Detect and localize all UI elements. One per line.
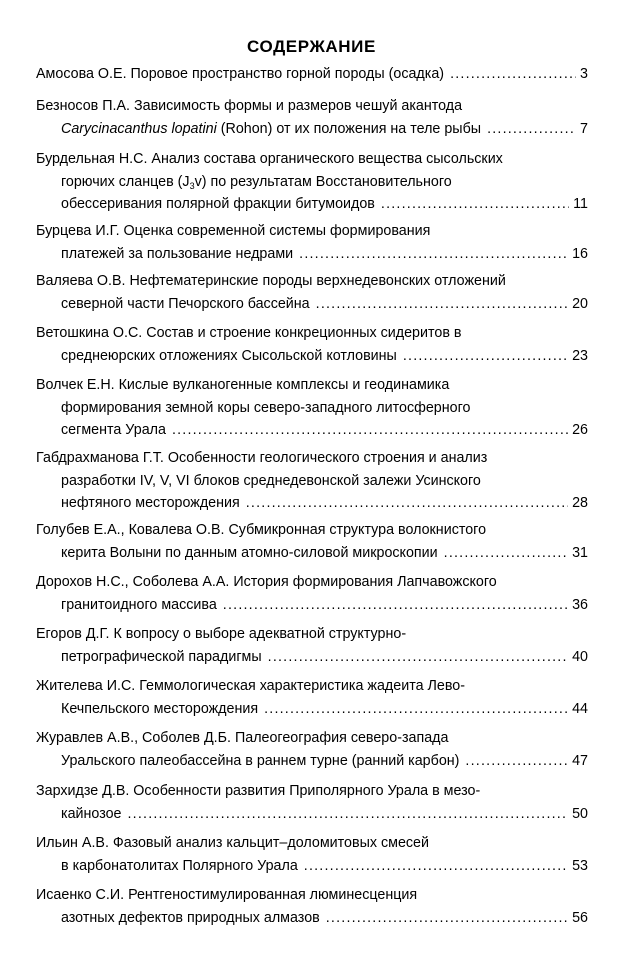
dot-leader [264, 698, 568, 721]
page-number: 31 [572, 544, 588, 561]
toc-entry[interactable] [36, 519, 588, 564]
entry-title-cont: обессеривания полярной фракции битумоидов [61, 196, 375, 212]
toc-line [36, 907, 588, 930]
toc-line [36, 698, 588, 721]
toc-entry[interactable] [36, 447, 588, 515]
entry-title-cont: среднеюрских отложениях Сысольской котловины [61, 347, 397, 364]
entry-title: Габдрахманова Г.Т. Особенности геологического строения и анализ [36, 450, 488, 466]
entry-title-cont: керита Волыни по данным атомно-силовой микроскопии [61, 544, 438, 561]
page-number: 16 [572, 245, 588, 262]
entry-title: Зархидзе Д.В. Особенности развития Приполярного Урала в мезо- [36, 783, 481, 799]
entry-title: Амосова О.Е. Поровое пространство горной породы (осадка) [36, 66, 445, 82]
toc-line [36, 646, 588, 669]
toc-line [36, 193, 588, 216]
dot-leader [299, 243, 568, 266]
entry-title: Голубев Е.А., Ковалева О.В. Субмикронная структура волокнистого [36, 522, 487, 538]
toc-entry[interactable] [36, 322, 588, 367]
toc-line [36, 855, 588, 878]
page-number: 20 [572, 295, 588, 312]
dot-leader [128, 803, 569, 826]
entry-title: Бурцева И.Г. Оценка современной системы формирования [36, 223, 431, 239]
page-number: 40 [572, 648, 588, 665]
entry-title-cont: кайнозое [61, 805, 122, 822]
entry-title: Ильин А.В. Фазовый анализ кальцит–доломитовых смесей [36, 835, 429, 851]
entry-title: Ветошкина О.С. Состав и строение конкреционных сидеритов в [36, 325, 462, 341]
entry-title-cont: сегмента Урала [61, 422, 166, 438]
entry-title-cont: гранитоидного массива [61, 596, 217, 613]
entry-title: Бурдельная Н.С. Анализ состава органического вещества сысольских [36, 151, 503, 167]
entry-title: Жителева И.С. Геммологическая характеристика жадеита Лево- [36, 678, 465, 694]
toc-line [36, 492, 588, 515]
toc-entry[interactable] [36, 63, 588, 86]
entry-title-cont: платежей за пользование недрами [61, 245, 294, 262]
entry-title-cont: нефтяного месторождения [61, 495, 240, 511]
toc-entry[interactable] [36, 270, 588, 315]
entry-title-cont: разработки IV, V, VI блоков среднедевонской залежи Усинского [61, 472, 481, 489]
entry-title-cont: формирования земной коры северо-западного литосферного [61, 399, 471, 416]
entry-title-cont [61, 118, 481, 141]
toc-entry[interactable] [36, 727, 588, 772]
toc-entry[interactable] [36, 884, 588, 929]
page-number: 23 [572, 347, 588, 364]
page-number: 50 [572, 805, 588, 822]
toc-entry[interactable] [36, 571, 588, 616]
entry-title-cont: азотных дефектов природных алмазов [61, 909, 320, 926]
toc-entry[interactable] [36, 675, 588, 720]
dot-leader [381, 193, 569, 216]
toc-line [36, 118, 588, 141]
entry-text: горючих сланцев (J [61, 173, 190, 190]
entry-title-cont: Кечпельского месторождения [61, 700, 259, 717]
entry-title: Безносов П.А. Зависимость формы и размеров чешуй акантода [36, 98, 463, 114]
dot-leader [450, 63, 576, 86]
entry-title: Дорохов Н.С., Соболева А.А. История формирования Лапчавожского [36, 574, 497, 590]
entry-title: Исаенко С.И. Рентгеностимулированная люминесценция [36, 887, 418, 903]
toc-line [36, 750, 588, 773]
page-number: 7 [580, 120, 588, 137]
dot-leader [326, 907, 568, 930]
toc-entry[interactable] [36, 148, 588, 216]
dot-leader [172, 419, 568, 442]
entry-title-cont: северной части Печорского бассейна [61, 295, 310, 312]
toc-entry[interactable] [36, 623, 588, 668]
toc-line [36, 243, 588, 266]
entry-title-cont: в карбонатолитах Полярного Урала [61, 857, 298, 874]
page-number: 26 [572, 422, 588, 438]
toc-entry[interactable] [36, 832, 588, 877]
page-number: 28 [572, 495, 588, 511]
toc-line [36, 594, 588, 617]
page-number: 47 [572, 752, 588, 769]
entry-title: Валяева О.В. Нефтематеринские породы верхнедевонских отложений [36, 273, 506, 289]
toc-entry[interactable] [36, 220, 588, 265]
page-number: 11 [573, 196, 588, 212]
page-number: 36 [572, 596, 588, 613]
entry-title-rest: (Rohon) от их положения на теле рыбы [216, 120, 482, 137]
toc-line [36, 63, 588, 86]
dot-leader [316, 293, 568, 316]
subscript: 3 [189, 180, 195, 191]
entry-text: v) по результатам Восстановительного [194, 173, 452, 190]
toc-line [36, 345, 588, 368]
page-number: 44 [572, 700, 588, 717]
dot-leader [268, 646, 568, 669]
page-number: 56 [572, 909, 588, 926]
dot-leader [304, 855, 568, 878]
contents-title: СОДЕРЖАНИЕ [247, 37, 376, 56]
entry-title: Егоров Д.Г. К вопросу о выборе адекватной структурно- [36, 626, 407, 642]
dot-leader [444, 542, 568, 565]
species-name: Carycinacanthus lopatini [61, 120, 217, 137]
entry-title-cont: петрографической парадигмы [61, 648, 262, 665]
toc-line [36, 419, 588, 442]
entry-title-cont: Уральского палеобассейна в раннем турне (ранний карбон) [61, 752, 460, 769]
toc-entry[interactable] [36, 95, 588, 140]
dot-leader [465, 750, 568, 773]
toc-line [36, 803, 588, 826]
entry-title: Журавлев А.В., Соболев Д.Б. Палеогеография северо-запада [36, 730, 449, 746]
dot-leader [487, 118, 576, 141]
entry-title-cont [36, 171, 588, 194]
toc-line [36, 542, 588, 565]
toc-entry[interactable] [36, 780, 588, 825]
toc-line [36, 293, 588, 316]
dot-leader [246, 492, 568, 515]
page-number: 53 [572, 857, 588, 874]
toc-entry[interactable] [36, 374, 588, 442]
dot-leader [223, 594, 568, 617]
page-number: 3 [580, 66, 588, 82]
dot-leader [403, 345, 568, 368]
entry-title: Волчек Е.Н. Кислые вулканогенные комплексы и геодинамика [36, 377, 450, 393]
